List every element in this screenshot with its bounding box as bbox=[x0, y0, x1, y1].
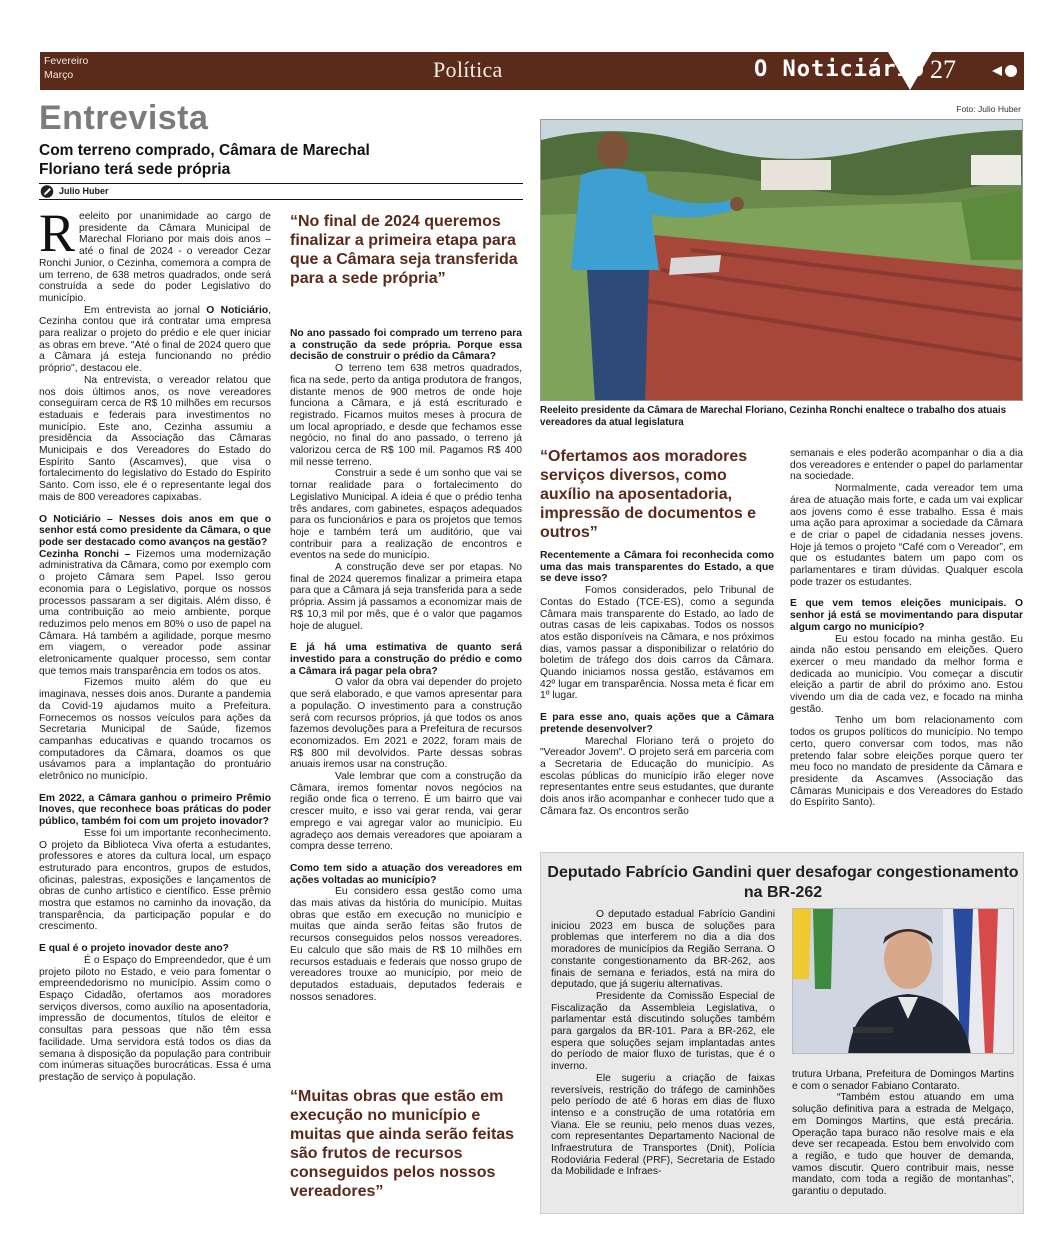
paragraph: semanais e eles poderão acompanhar o dia a dia dos vereadores e entender o papel do parlamentar na sociedade. bbox=[790, 448, 1023, 483]
interview-answer bbox=[39, 549, 271, 678]
pull-quote: “Muitas obras que estão em execução no município e muitas que ainda serão feitas são frutos de recursos conseguidos pelos nossos vereadores” bbox=[290, 1088, 515, 1200]
photo-councilman-at-land bbox=[541, 120, 1023, 401]
interview-answer: Marechal Floriano terá o projeto do "Vereador Jovem". O projeto será em parceria com a Secretaria de Educação do município. As escolas públicas do município irão eleger nove representantes entre seus estudantes, que durante dois anos irão acompanhar e conhecer tudo que a Câmara faz. Os encontros serão bbox=[540, 735, 774, 817]
lead-paragraph bbox=[39, 203, 271, 305]
interview-question: O Noticiário – Nesses dois anos em que o senhor está como presidente da Câmara, o que pode ser destacado como avanços na gestão? bbox=[39, 513, 271, 548]
paragraph: Vale lembrar que com a construção da Câmara, iremos fomentar novos negócios na região onde fica o terreno. É um bairro que vai crescer muito, e isso vai gerar renda, vai gerar emprego e vai agregar valor ao município. Eu agradeço aos demais vereadores que apoiaram a compra desse terreno. bbox=[290, 771, 522, 853]
interview-answer: Eu estou focado na minha gestão. Eu ainda não estou pensando em eleições. Quero exercer o meu mandado da melhor forma e dedicada ao município. Vou começar a discutir eleição a partir de abril do próximo ano. Estou vivendo um dia de cada vez, e focado na minha gestão. bbox=[790, 633, 1023, 715]
byline bbox=[39, 183, 523, 200]
sidebar-column-2 bbox=[792, 1069, 1014, 1198]
paragraph: A construção deve ser por etapas. No final de 2024 queremos finalizar a primeira etapa para que a Câmara já seja transferida para a sede própria. Assim já passamos a economizar mais de R$ 10,3 mil por mês, que é o valor que pagamos hoje de aluguel. bbox=[290, 562, 522, 632]
answer-text: Fizemos uma modernização administrativa da Câmara, como por exemplo com o projeto Câmara sem Papel. Isso gerou economia para o Legislativo, porque os nossos processos passaram a ser digitais. Além disso, é uma contribuição ao meio ambiente, porque reduzimos pelo menos em 80% o uso de papel na Câmara. Há também a agilidade, porque mesmo em viagem, o vereador pode assinar eletronicamente qualquer processo, sem contar que temos mais transparência em todos os atos. bbox=[39, 548, 271, 677]
interview-answer: Eu considero essa gestão como uma das mais ativas da história do município. Muitas obras que estão em execução no município e muitas que ainda serão feitas são frutos de recursos conseguidos pelos nossos vereadores. Eu calculo que são mais de R$ 10 milhões em recursos estaduais e federais que nosso grupo de vereadores trouxe ao município, por meio de deputados estaduais, deputados federais e nossos senadores. bbox=[290, 886, 522, 1003]
article-column-1 bbox=[39, 203, 272, 1084]
article-column-2 bbox=[290, 328, 522, 1003]
header-notch bbox=[888, 52, 932, 90]
edition-months bbox=[44, 54, 88, 82]
section-title: Política bbox=[433, 57, 503, 82]
interview-answer: É o Espaço do Empreendedor, que é um projeto piloto no Estado, e veio para fomentar o empreendedorismo no município. Assim como o Espaço Cidadão, ofertamos aos moradores serviços diversos, como auxílio na aposentadoria, impressão de documentos, títulos de eleitor e consultas para pessoas que não têm essa facilidade. Uma servidora está todos os dias da semana à disposição da população para contribuir com inúmeras situações burocráticas. Essa é uma prestação de serviço à população. bbox=[39, 954, 271, 1083]
kicker-title: Entrevista bbox=[39, 99, 209, 137]
answer-speaker: Cezinha Ronchi – bbox=[39, 548, 137, 560]
article-column-3 bbox=[540, 550, 774, 817]
interview-question: Em 2022, a Câmara ganhou o primeiro Prêmio Inoves, que reconhece boas práticas do poder público, também foi com um projeto inovador? bbox=[39, 792, 271, 828]
interview-question: No ano passado foi comprado um terreno para a construção da sede própria. Porque essa decisão de construir o prédio da Câmara? bbox=[290, 328, 522, 363]
lead-text: eeleito por unanimidade ao cargo de presidente da Câmara Municipal de Marechal Floriano por mais dois anos – até o final de 2024 - o vereador Cezar Ronchi Junior, o Cezinha, comemora a compra de um terreno, de 638 metros quadrados, onde será construída a sede do poder Legislativo do município. bbox=[39, 211, 271, 304]
photo-deputy-portrait bbox=[793, 909, 1014, 1054]
interview-question: E já há uma estimativa de quanto será investido para a construção do prédio e como a Câmara irá pagar pela obra? bbox=[290, 642, 522, 677]
month-march: Março bbox=[44, 69, 74, 81]
page-number: 27 bbox=[930, 55, 956, 84]
photo-credit: Foto: Julio Huber bbox=[956, 104, 1021, 114]
sidebar-title: Deputado Fabrício Gandini quer desafogar congestionamento na BR-262 bbox=[547, 864, 1019, 901]
headline: Com terreno comprado, Câmara de Marechal Floriano terá sede própria bbox=[39, 142, 370, 178]
sidebar-column-1 bbox=[551, 909, 775, 1178]
paragraph: O deputado estadual Fabrício Gandini iniciou 2023 em busca de soluções para problemas que interferem no dia a dia dos moradores de municípios da Região Serrana. O constante congestionamento da BR-262, aos finais de semana e feriados, está na mira do deputado, que já sugeriu alternativas. bbox=[551, 909, 775, 991]
paragraph: Na entrevista, o vereador relatou que nos dois últimos anos, os nove vereadores conseguiram cerca de R$ 10 milhões em recursos estaduais e federais para investimentos no município. Este ano, Cezinha assumiu a presidência da Associação das Câmaras Municipais e dos Vereadores do Estado do Espírito Santo (Ascamves), que visa o fortalecimento do legislativo do Estado do Espírito Santo. Com isso, ele é o representante legal dos mais de 800 vereadores capixabas. bbox=[39, 374, 271, 503]
paragraph: Ele sugeriu a criação de faixas reversíveis, restrição do tráfego de caminhões pelo período de até 6 horas em dias de fluxo intenso e a construção de uma rotatória em Viana. Ele se reuniu, pelo menos duas vezes, com representantes Departamento Nacional de Infraestrutura de Transportes (Dnit), Polícia Rodoviária Federal (PRF), Secretaria de Estado da Mobilidade e Infraes- bbox=[551, 1072, 775, 1178]
pen-icon bbox=[40, 185, 55, 198]
interview-answer: Esse foi um importante reconhecimento. O projeto da Biblioteca Viva oferta a estudantes, professores e atores da cultura local, um espaço estruturado para encontros, grupos de estudos, oficinas, palestras, exposições e lançamentos de obras de cunho artístico e científico. Esse prêmio mostra que estamos no caminho da inovação, da transparência, da participação popular e do crescimento. bbox=[39, 827, 271, 933]
author-name: Julio Huber bbox=[59, 186, 109, 196]
newspaper-name: O Noticiário bbox=[206, 304, 269, 316]
interview-question: E para esse ano, quais ações que a Câmara pretende desenvolver? bbox=[540, 712, 774, 735]
paragraph: Normalmente, cada vereador tem uma área de atuação mais forte, e cada um vai explicar aos jovens como é esse trabalho. Essa é mais uma ação para aproximar a sociedade da Câmara e de criar o papel de cidadania nesses jovens. Hoje já temos o projeto “Café com o Vereador”, em que os estudantes batem um papo com os parlamentares e tiram dúvidas. Qualquer escola pode trazer os estudantes. bbox=[790, 483, 1023, 588]
header-bar bbox=[40, 52, 1024, 90]
interview-answer: Fomos considerados, pelo Tribunal de Contas do Estado (TCE-ES), como a segunda Câmara mais transparente do Estado, ao lado de outras casas de leis capixabas. Todos os nossos atos estão disponíveis na Câmara, e nos próximos dias, vamos passar a disponibilizar o relatório do boletim de tráfego dos dois carros da Câmara. Quando iniciamos nossa gestão, estávamos em 42º lugar em transparência. Nossa meta é ficar em 1º lugar. bbox=[540, 585, 774, 702]
drop-cap: R bbox=[39, 203, 76, 263]
paragraph: Tenho um bom relacionamento com todos os grupos políticos do município. No tempo certo, quero conversar com todos, mas não pretendo falar sobre eleições porque quero ter meu foco no mandato de presidente da Câmara e presidente da Ascamves (Associação das Câmaras Municipais e dos Vereadores do Estado do Espírito Santo). bbox=[790, 715, 1023, 809]
paragraph-text: , Cezinha contou que irá contratar uma empresa para realizar o projeto do prédio e ele quer iniciar as obras em breve. "Até o final de 2024 quero que a Câmara já esteja funcionando no prédio próprio", destacou ele. bbox=[39, 304, 272, 375]
interview-question: Recentemente a Câmara foi reconhecida como uma das mais transparentes do Estado, a que se deve isso? bbox=[540, 550, 774, 585]
newspaper-brand: O Noticiário bbox=[754, 57, 925, 82]
main-photo bbox=[540, 119, 1023, 401]
paragraph-text: Em entrevista ao jornal bbox=[84, 304, 207, 316]
photo-caption: Reeleito presidente da Câmara de Marechal Floriano, Cezinha Ronchi enaltece o trabalho dos atuais vereadores da atual legislatura bbox=[540, 405, 1007, 428]
article-column-4 bbox=[790, 448, 1023, 809]
month-february: Fevereiro bbox=[44, 55, 89, 67]
interview-question: E qual é o projeto inovador deste ano? bbox=[39, 943, 229, 955]
paragraph: “Também estou atuando em uma solução definitiva para a estrada de Melgaço, em Domingos Martins, que está precária. Operação tapa buraco não resolve mais e ela deve ser recapeada. Estou bem envolvido com a região, e tudo que houver de demanda, vamos discutir. Quero contribuir mais, nesse mandato, com toda a região de montanhas”, garantiu o deputado. bbox=[792, 1092, 1014, 1198]
interview-answer: O valor da obra vai depender do projeto que será elaborado, e que vamos apresentar para a população. O investimento para a construção será com recursos próprios, já que todos os anos fazemos devoluções para a Prefeitura de recursos economizados. Em 2021 e 2022, foram mais de R$ 800 mil devolvidos. Parte dessas sobras anuais iremos usar na construção. bbox=[290, 677, 522, 771]
pull-quote: “No final de 2024 queremos finalizar a primeira etapa para que a Câmara seja transferida para a sede própria” bbox=[290, 213, 518, 287]
paragraph bbox=[39, 305, 271, 375]
paragraph: Presidente da Comissão Especial de Fiscalização da Assembleia Legislativa, o parlamentar está discutindo soluções também para gargalos da BR-101. Para a BR-262, ele espera que soluções sejam implantadas antes do período de maior fluxo de turistas, que é o inverno. bbox=[551, 990, 775, 1073]
speaker-icon bbox=[992, 64, 1022, 78]
interview-question: E que vem temos eleições municipais. O senhor já está se movimentando para disputar algum cargo no município? bbox=[790, 598, 1023, 633]
interview-question: Como tem sido a atuação dos vereadores em ações voltadas ao município? bbox=[290, 862, 522, 886]
paragraph: Construir a sede é um sonho que vai se tornar realidade para o fortalecimento do Legislativo Municipal. A ideia é que o prédio tenha três andares, com gabinetes, espaços adequados para os funcionários e para os projetos que temos hoje e também terá um auditório, que vai contribuir para a realização de encontros e eventos na sede do município. bbox=[290, 468, 522, 562]
interview-answer: O terreno tem 638 metros quadrados, fica na sede, perto da antiga produtora de frangos, distante menos de 900 metros de onde hoje funciona a Câmara, e já está escriturado e registrado. Ficamos muitos meses à procura de um local apropriado, e desde que fechamos esse negócio, no final do ano passado, o terreno já valorizou cerca de R$ 100 mil. Pagamos R$ 400 mil nesse terreno. bbox=[290, 363, 522, 468]
paragraph: Fizemos muito além do que eu imaginava, nesses dois anos. Durante a pandemia da Covid-19 ajudamos muito a Prefeitura. Fornecemos os nossos veículos para ações da Secretaria Municipal de Saúde, fizemos campanhas educativas e quando trocamos os computadores da Câmara, doamos os que usávamos para a implantação do prontuário eletrônico no município. bbox=[39, 677, 271, 783]
pull-quote: “Ofertamos aos moradores serviços diversos, como auxílio na aposentadoria, impressão de documentos e outros” bbox=[540, 448, 757, 541]
paragraph: trutura Urbana, Prefeitura de Domingos Martins e com o senador Fabiano Contarato. bbox=[792, 1069, 1014, 1092]
deputy-photo bbox=[792, 908, 1014, 1054]
